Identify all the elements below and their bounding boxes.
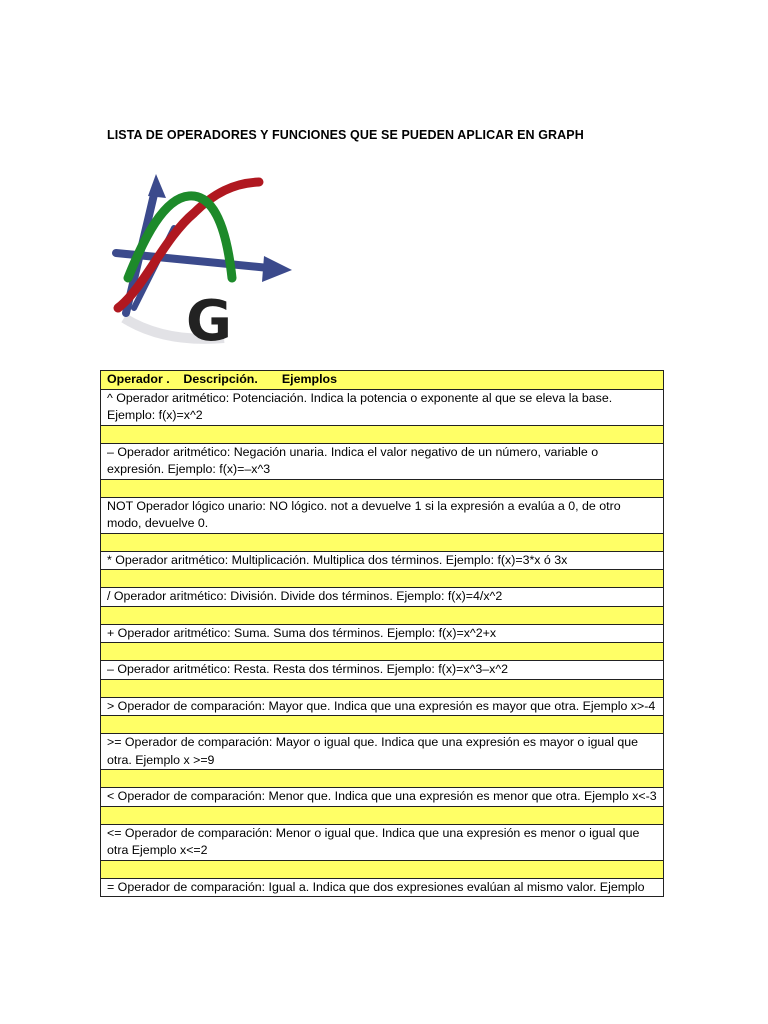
table-spacer-row [101, 533, 664, 551]
table-row [101, 878, 664, 897]
logo-letter: G [186, 289, 232, 348]
table-cell: / Operador aritmético: División. Divide dos términos. Ejemplo: f(x)=4/x^2 [101, 588, 664, 607]
table-spacer-row [101, 679, 664, 697]
document-title: LISTA DE OPERADORES Y FUNCIONES QUE SE PUEDEN APLICAR EN GRAPH [107, 128, 584, 142]
table-row [101, 497, 664, 533]
table-cell: > Operador de comparación: Mayor que. Indica que una expresión es mayor que otra. Ejemplo x>-4 [101, 697, 664, 716]
table-row [101, 788, 664, 807]
operators-table [100, 370, 664, 897]
table-row [101, 551, 664, 570]
table-spacer-row [101, 643, 664, 661]
table-header-row [101, 371, 664, 390]
table-row [101, 588, 664, 607]
table-cell: = Operador de comparación: Igual a. Indica que dos expresiones evalúan al mismo valor. Ejemplo [101, 878, 664, 897]
table-cell: + Operador aritmético: Suma. Suma dos términos. Ejemplo: f(x)=x^2+x [101, 624, 664, 643]
table-cell: * Operador aritmético: Multiplicación. Multiplica dos términos. Ejemplo: f(x)=3*x ó 3x [101, 551, 664, 570]
table-spacer-row [101, 716, 664, 734]
table-row [101, 624, 664, 643]
table-row [101, 443, 664, 479]
table-cell: – Operador aritmético: Resta. Resta dos términos. Ejemplo: f(x)=x^3–x^2 [101, 661, 664, 680]
table-spacer-row [101, 806, 664, 824]
table-row [101, 661, 664, 680]
table-cell: < Operador de comparación: Menor que. Indica que una expresión es menor que otra. Ejemplo x<-3 [101, 788, 664, 807]
table-cell: >= Operador de comparación: Mayor o igual que. Indica que una expresión es mayor o igual que otra. Ejemplo x >=9 [101, 734, 664, 770]
table-spacer-row [101, 860, 664, 878]
table-cell: NOT Operador lógico unario: NO lógico. not a devuelve 1 si la expresión a evalúa a 0, de otro modo, devuelve 0. [101, 497, 664, 533]
table-spacer-row [101, 570, 664, 588]
table-cell: ^ Operador aritmético: Potenciación. Indica la potencia o exponente al que se eleva la base. Ejemplo: f(x)=x^2 [101, 389, 664, 425]
table-spacer-row [101, 425, 664, 443]
table-spacer-row [101, 770, 664, 788]
table-header-cell: Operador . Descripción. Ejemplos [101, 371, 664, 390]
table-cell: – Operador aritmético: Negación unaria. Indica el valor negativo de un número, variable o expresión. Ejemplo: f(x)=–x^3 [101, 443, 664, 479]
graph-logo-icon [104, 168, 294, 348]
table-spacer-row [101, 479, 664, 497]
table-cell: <= Operador de comparación: Menor o igual que. Indica que una expresión es menor o igual que otra Ejemplo x<=2 [101, 824, 664, 860]
table-row [101, 734, 664, 770]
table-row [101, 697, 664, 716]
table-row [101, 389, 664, 425]
table-spacer-row [101, 606, 664, 624]
table-row [101, 824, 664, 860]
